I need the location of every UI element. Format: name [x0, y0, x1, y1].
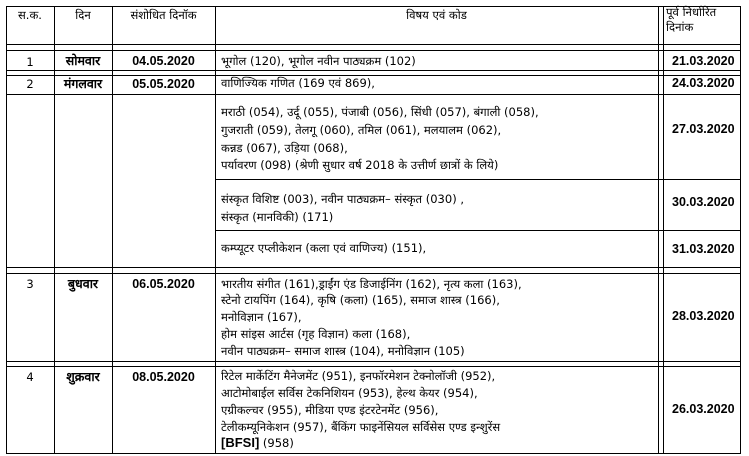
row-4-day: शुक्रवार	[66, 370, 100, 384]
subject-line: नवीन पाठ्यक्रम– समाज शास्त्र (104), मनोविज्ञान (105)	[221, 344, 465, 358]
subject-line: भारतीय संगीत (161),ड्राईंग एंड डिजाईनिंग (162), नृत्य कला (163),	[221, 277, 522, 291]
subject-line: कन्नड (067), उड़िया (068),	[221, 141, 348, 155]
row-4-revised: 08.05.2020	[132, 370, 195, 384]
row-3-revised: 06.05.2020	[132, 277, 195, 291]
subject-line: वाणिज्यिक गणित (169 एवं 869),	[221, 76, 375, 90]
header-previous-date: पूर्व निर्धारित	[666, 5, 717, 19]
subject-line: होम सांइस आर्टस (गृह विज्ञान) कला (168),	[221, 327, 411, 341]
col-border	[215, 6, 216, 454]
subject-line: कम्प्यूटर एप्लीकेशन (कला एवं वाणिज्य) (151),	[221, 241, 427, 255]
subject-code-bfsi: [BFSI]	[221, 435, 260, 450]
previous-date: 27.03.2020	[672, 122, 735, 136]
row-border	[6, 50, 741, 51]
subject-line: आटोमोबाईल सर्विस टेकनिशियन (953), हेल्थ केयर (954),	[221, 386, 478, 400]
previous-date: 28.03.2020	[672, 309, 735, 323]
previous-date: 31.03.2020	[672, 242, 735, 256]
subject-line: पर्यावरण (098) (श्रेणी सुधार वर्ष 2018 के उत्तीर्ण छात्रों के लिये)	[221, 158, 499, 172]
row-border	[6, 44, 741, 45]
subject-line: मराठी (054), उर्दू (055), पंजाबी (056), सिंधी (057), बंगाली (058),	[221, 105, 539, 119]
subject-line: संस्कृत विशिष्ट (003), नवीन पाठ्यक्रम– संस्कृत (030) ,	[221, 192, 464, 206]
header-sn: स.क.	[18, 8, 42, 22]
row-border	[6, 70, 741, 71]
header-revised-date: संशोधित दिनॉक	[130, 8, 197, 22]
row-2-revised: 05.05.2020	[132, 77, 195, 91]
header-previous-date-2: दिनांक	[666, 20, 694, 34]
subject-line-last	[221, 435, 294, 451]
header-subject-code: विषय एवं कोड	[406, 8, 467, 22]
subject-line: भूगोल (120), भूगोल नवीन पाठ्यक्रम (102)	[221, 54, 416, 68]
subject-line: मनोविज्ञान (167),	[221, 310, 302, 324]
subject-line: टेलीकम्यूनिकेशन (957), बैंकिंग फाइनेंसियल सर्विसेस एण्ड इन्शुरेंस	[221, 420, 501, 434]
col-border	[740, 6, 741, 454]
previous-date: 30.03.2020	[672, 195, 735, 209]
col-border	[6, 6, 7, 454]
subject-line: गुजराती (059), तेलगू (060), तमिल (061), मलयालम (062),	[221, 123, 502, 137]
subject-line: स्टेनो टायपिंग (164), कृषि (कला) (165), समाज शास्त्र (166),	[221, 293, 500, 307]
col-border	[54, 6, 55, 454]
row-border	[6, 273, 741, 274]
row-border	[6, 94, 741, 95]
previous-date: 26.03.2020	[672, 402, 735, 416]
col-border	[663, 6, 664, 454]
header-day: दिन	[75, 8, 91, 22]
col-border	[112, 6, 113, 454]
row-border	[6, 361, 741, 362]
subject-line: एग्रीकल्चर (955), मीडिया एण्ड इंटरटेनमेंट (956),	[221, 403, 439, 417]
row-border	[6, 267, 741, 268]
row-2-day: मंगलवार	[63, 77, 103, 91]
col-border	[658, 6, 659, 454]
row-3-sn: 3	[26, 277, 34, 291]
previous-date: 24.03.2020	[672, 76, 735, 90]
row-3-day: बुधवार	[67, 277, 99, 291]
subject-line: रिटेल मार्केटिंग मैनेजमेंट (951), इनफॉरमेशन टेक्नोलॉजी (952),	[221, 369, 496, 383]
subject-code-number: (958)	[259, 436, 294, 450]
previous-date: 21.03.2020	[672, 54, 735, 68]
row-1-sn: 1	[26, 55, 34, 69]
row-1-revised: 04.05.2020	[132, 54, 195, 68]
row-border	[6, 366, 741, 367]
subject-line: संस्कृत (मानविकी) (171)	[221, 210, 334, 224]
row-border	[6, 453, 741, 454]
row-1-day: सोमवार	[65, 54, 101, 68]
row-4-sn: 4	[26, 370, 34, 384]
row-2-sn: 2	[26, 77, 34, 91]
